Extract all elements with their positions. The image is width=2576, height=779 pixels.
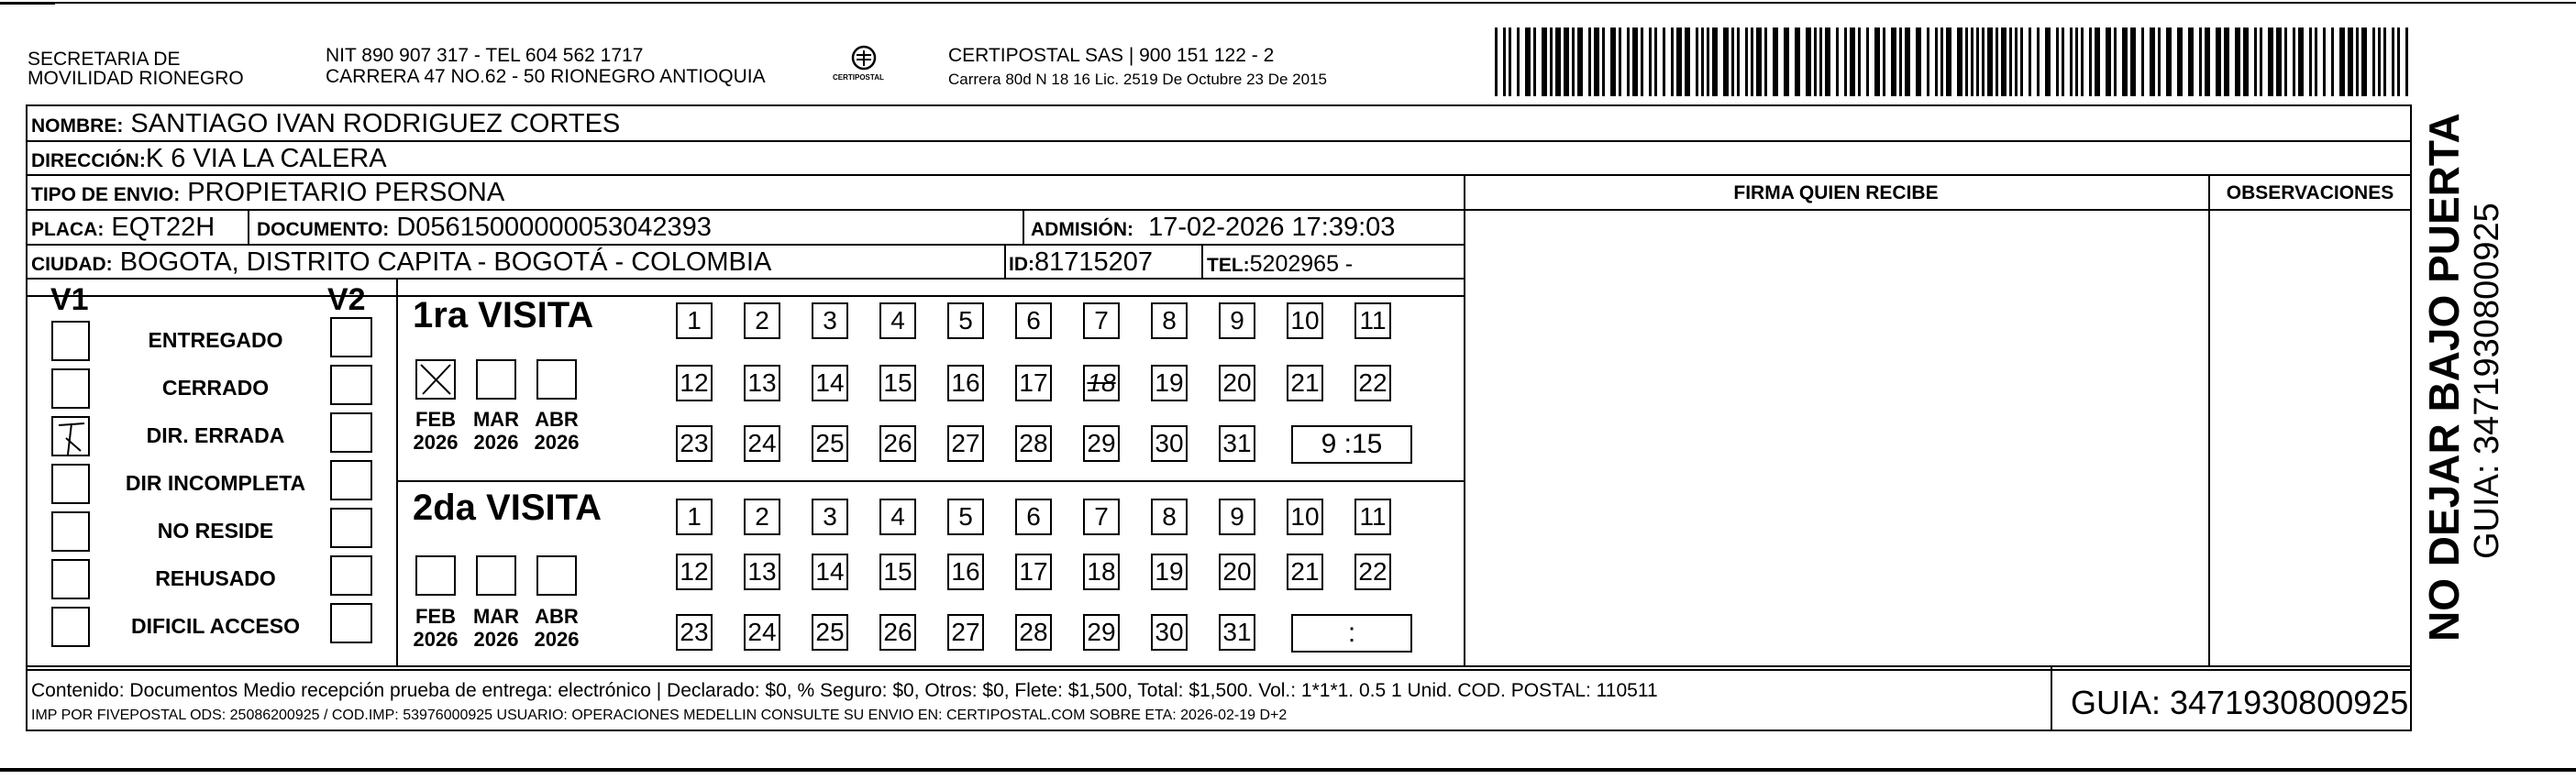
address-line: CARRERA 47 NO.62 - 50 RIONEGRO ANTIOQUIA [326,66,766,87]
tel-separator [1201,244,1203,278]
v1-checkbox[interactable] [51,559,90,599]
month-year: 2026 [473,431,519,454]
day-box[interactable]: 17 [1015,365,1052,401]
tipo-value: PROPIETARIO PERSONA [187,178,505,207]
barcode-bar [2372,27,2375,96]
barcode-bar [1899,27,1902,96]
barcode-bar [1503,27,1506,96]
barcode-bar [2309,27,2312,96]
placa-separator [248,209,249,244]
tel-row [1207,249,1353,280]
barcode-bar [1764,27,1767,96]
day-box[interactable]: 19 [1151,554,1188,590]
barcode-bar [1891,27,1896,96]
month-name: MAR [472,605,520,628]
barcode-bar [1671,27,1674,96]
barcode-bar [1737,27,1740,96]
month-label [464,605,528,651]
day-box[interactable]: 18 [1083,365,1120,401]
month-year: 2026 [534,628,580,651]
barcode-bar [2150,27,2155,96]
footer-left-border [26,667,28,731]
barcode-bar [1987,27,1993,96]
barcode-bar [1712,27,1718,96]
barcode-bar [1555,27,1561,96]
ciudad-value: BOGOTA, DISTRITO CAPITA - BOGOTÁ - COLOMBIA [119,247,772,277]
bottom-border [0,768,2576,772]
barcode-bar [1814,27,1817,96]
day-box[interactable]: 3 [812,499,848,535]
barcode-bar [1495,27,1498,96]
v2-checkbox[interactable] [330,603,372,643]
barcode-bar [1707,27,1709,96]
footer-line2: IMP POR FIVEPOSTAL ODS: 25086200925 / COD.IMP: 53976000925 USUARIO: OPERACIONES MEDELLIN CONSULTE SU ENVIO EN: CERTIPOSTAL.COM SOBRE ETA: 2026-02-19 D+2 [31,708,1288,723]
cross-mark-icon [417,361,454,398]
documento-row [257,213,712,245]
day-box[interactable]: 26 [879,425,916,462]
org-line1: SECRETARIA DE [28,49,181,70]
certipostal-logo [835,40,893,95]
month-year: 2026 [473,628,519,651]
observaciones-label: OBSERVACIONES [2226,182,2394,203]
barcode-bar [2205,27,2210,96]
day-box[interactable]: 8 [1151,499,1188,535]
v2-checkbox[interactable] [330,317,372,357]
barcode-bar [2378,27,2381,96]
documento-value: D05615000000053042393 [396,213,712,242]
barcode [1495,27,2412,96]
placa-value: EQT22H [111,213,216,242]
barcode-bar [2056,27,2059,96]
month-year: 2026 [413,431,459,454]
day-box[interactable]: 15 [879,365,916,401]
day-box[interactable]: 11 [1354,499,1391,535]
barcode-bar [2166,27,2172,96]
barcode-bar [1819,27,1822,96]
day-box[interactable]: 21 [1287,554,1323,590]
barcode-bar [1550,27,1553,96]
footer-right-border [2410,667,2412,731]
day-box[interactable]: 31 [1219,614,1255,651]
day-box[interactable]: 5 [947,499,984,535]
status-visit-separator [396,280,398,665]
day-box[interactable]: 20 [1219,365,1255,401]
documento-label: DOCUMENTO: [257,219,390,240]
barcode-bar [2348,27,2353,96]
month-checkbox[interactable] [536,359,577,400]
barcode-bar [2009,27,2012,96]
ciudad-label: CIUDAD: [31,254,113,275]
tel-label: TEL: [1207,255,1250,276]
day-box[interactable]: 17 [1015,554,1052,590]
time-field[interactable]: 9 :15 [1291,425,1412,464]
id-row [1009,247,1153,280]
day-box[interactable]: 26 [879,614,916,651]
day-box[interactable]: 15 [879,554,916,590]
day-box[interactable]: 30 [1151,614,1188,651]
barcode-bar [1594,27,1599,96]
barcode-bar [1745,27,1748,96]
barcode-bar [2224,27,2229,96]
day-box[interactable]: 19 [1151,365,1188,401]
barcode-bar [1588,27,1591,96]
barcode-bar [2122,27,2128,96]
barcode-bar [1564,27,1569,96]
barcode-bar [1627,27,1630,96]
barcode-bar [2081,27,2084,96]
barcode-bar [1996,27,1998,96]
barcode-bar [2268,27,2273,96]
barcode-bar [1844,27,1847,96]
barcode-bar [1542,27,1547,96]
v1-checkbox[interactable] [51,321,90,361]
v1-checkbox[interactable] [51,607,90,647]
v1-label: V1 [50,282,89,317]
handwritten-mark-icon [53,418,90,456]
barcode-bar [2276,27,2282,96]
v1-checkbox[interactable] [51,416,90,456]
placa-row [31,213,215,245]
barcode-bar [2392,27,2394,96]
admision-separator [1023,209,1024,244]
month-checkbox[interactable] [476,555,516,596]
barcode-bar [2001,27,2007,96]
direccion-label: DIRECCIÓN: [31,150,146,171]
status-label: DIR. ERRADA [146,423,285,447]
admision-row [1031,213,1395,245]
day-box[interactable]: 22 [1354,365,1391,401]
barcode-bar [2177,27,2183,96]
barcode-bar [2158,27,2161,96]
month-name: ABR [535,605,579,628]
status-label: NO RESIDE [157,519,274,543]
barcode-bar [2199,27,2202,96]
direccion-value: K 6 VIA LA CALERA [145,144,387,173]
admision-value: 17-02-2026 17:39:03 [1148,213,1396,242]
barcode-bar [2284,27,2287,96]
nombre-value: SANTIAGO IVAN RODRIGUEZ CORTES [130,109,621,138]
day-box[interactable]: 16 [947,554,984,590]
day-box[interactable]: 16 [947,365,984,401]
barcode-bar [2383,27,2386,96]
barcode-bar [2361,27,2367,96]
month-checkbox[interactable] [415,555,456,596]
barcode-bar [2405,27,2408,96]
day-box[interactable]: 2 [744,302,780,339]
barcode-bar [1965,27,1968,96]
day-box[interactable]: 4 [879,302,916,339]
barcode-bar [2114,27,2117,96]
day-box[interactable]: 10 [1287,499,1323,535]
month-label [404,408,468,454]
placa-label: PLACA: [31,219,105,240]
status-label: CERRADO [161,376,270,400]
ciudad-row [31,247,771,280]
firma-label: FIRMA QUIEN RECIBE [1733,182,1939,203]
barcode-bar [1509,27,1511,96]
day-box[interactable]: 1 [676,499,713,535]
barcode-bar [1935,27,1938,96]
day-box[interactable]: 22 [1354,554,1391,590]
barcode-bar [1850,27,1855,96]
day-box[interactable]: 7 [1083,499,1120,535]
day-box[interactable]: 4 [879,499,916,535]
visit-separator [396,480,1464,482]
day-box[interactable]: 8 [1151,302,1188,339]
footer-guia: GUIA: 3471930800925 [2071,684,2409,721]
org-line2: MOVILIDAD RIONEGRO [28,68,244,89]
frame-left [26,104,28,671]
barcode-bar [1795,27,1800,96]
day-box[interactable]: 29 [1083,614,1120,651]
frame-bottom [26,669,2412,671]
v1-checkbox[interactable] [51,511,90,552]
barcode-bar [1957,27,1962,96]
day-box[interactable]: 12 [676,365,713,401]
barcode-bar [2356,27,2359,96]
barcode-bar [2315,27,2317,96]
day-box[interactable]: 7 [1083,302,1120,339]
day-box[interactable]: 5 [947,302,984,339]
day-box[interactable]: 1 [676,302,713,339]
day-box[interactable]: 14 [812,365,848,401]
v2-checkbox[interactable] [330,412,372,453]
barcode-bar [2216,27,2221,96]
day-box[interactable]: 31 [1219,425,1255,462]
id-label: ID: [1009,254,1034,275]
barcode-bar [1916,27,1921,96]
status-label: ENTREGADO [148,328,283,352]
barcode-bar [2331,27,2334,96]
admision-label: ADMISIÓN: [1031,219,1133,240]
tel-value: 5202965 - [1249,251,1354,277]
month-name: FEB [415,605,456,628]
barcode-bar [2062,27,2064,96]
month-label [464,408,528,454]
barcode-bar [1723,27,1729,96]
barcode-bar [1610,27,1616,96]
barcode-bar [1883,27,1885,96]
barcode-bar [1654,27,1657,96]
barcode-bar [2188,27,2194,96]
barcode-bar [1806,27,1811,96]
barcode-bar [1602,27,1605,96]
barcode-bar [1685,27,1690,96]
barcode-bar [1632,27,1638,96]
barcode-bar [1649,27,1652,96]
v1-checkbox[interactable] [51,464,90,504]
day-box[interactable]: 10 [1287,302,1323,339]
day-box[interactable]: 23 [676,614,713,651]
barcode-bar [2015,27,2018,96]
barcode-bar [1971,27,1973,96]
day-box[interactable]: 13 [744,365,780,401]
barcode-bar [1663,27,1665,96]
day-box[interactable]: 6 [1015,499,1052,535]
id-value: 81715207 [1034,247,1154,277]
v2-checkbox[interactable] [330,508,372,548]
barcode-bar [1976,27,1979,96]
day-box[interactable]: 11 [1354,302,1391,339]
day-box[interactable]: 27 [947,425,984,462]
day-box[interactable]: 9 [1219,499,1255,535]
row-line-7 [26,665,2412,667]
barcode-bar [1784,27,1789,96]
day-box[interactable]: 23 [676,425,713,462]
barcode-bar [2045,27,2051,96]
barcode-bar [1701,27,1704,96]
v2-label: V2 [327,282,366,317]
observaciones-left-border [2208,174,2210,665]
barcode-bar [2260,27,2262,96]
carrier-line: CERTIPOSTAL SAS | 900 151 122 - 2 [948,45,1275,66]
barcode-bar [1866,27,1869,96]
day-box[interactable]: 6 [1015,302,1052,339]
day-box[interactable]: 28 [1015,614,1052,651]
day-box[interactable]: 12 [676,554,713,590]
barcode-bar [2130,27,2136,96]
barcode-bar [2141,27,2144,96]
day-box[interactable]: 14 [812,554,848,590]
barcode-bar [2089,27,2092,96]
month-checkbox[interactable] [415,359,456,400]
time-field[interactable]: : [1291,614,1412,653]
barcode-bar [1836,27,1839,96]
barcode-bar [2037,27,2040,96]
barcode-bar [1577,27,1583,96]
status-label: DIFICIL ACCESO [130,614,300,638]
barcode-bar [1825,27,1830,96]
barcode-bar [1619,27,1621,96]
barcode-bar [1756,27,1762,96]
barcode-bar [1517,27,1520,96]
v2-checkbox[interactable] [330,365,372,405]
barcode-bar [1940,27,1943,96]
month-checkbox[interactable] [536,555,577,596]
status-label: REHUSADO [155,566,276,590]
top-mark [0,2,55,5]
day-box[interactable]: 3 [812,302,848,339]
barcode-bar [2323,27,2326,96]
barcode-bar [1696,27,1698,96]
direccion-row [31,144,387,176]
barcode-bar [1525,27,1531,96]
top-border [0,2,2576,4]
footer-line1: Contenido: Documentos Medio recepción prueba de entrega: electrónico | Declarado: $0, % Seguro: $0, Otros: $0, Flete: $1,500, Total: $1,500. Vol.: 1*1*1. 0.5 1 Unid. COD. POSTAL: 110511 [31,680,1658,701]
nombre-row [31,109,620,141]
logo-text: CERTIPOSTAL [833,73,884,82]
barcode-bar [2095,27,2100,96]
license-line: Carrera 80d N 18 16 Lic. 2519 De Octubre 23 De 2015 [948,71,1327,88]
barcode-bar [2020,27,2023,96]
barcode-bar [1982,27,1985,96]
barcode-bar [2029,27,2031,96]
status-label: DIR INCOMPLETA [125,471,306,495]
day-box[interactable]: 30 [1151,425,1188,462]
month-name: ABR [535,408,579,431]
day-box[interactable]: 2 [744,499,780,535]
side-warning: NO DEJAR BAJO PUERTA [2420,113,2468,642]
month-checkbox[interactable] [476,359,516,400]
month-label [525,605,589,651]
barcode-bar [1572,27,1575,96]
barcode-bar [1751,27,1753,96]
row-line-6 [26,295,1465,297]
barcode-bar [1905,27,1910,96]
barcode-bar [1858,27,1861,96]
day-box[interactable]: 18 [1083,554,1120,590]
barcode-bar [1731,27,1734,96]
day-box[interactable]: 29 [1083,425,1120,462]
barcode-bar [1641,27,1643,96]
barcode-bar [2070,27,2073,96]
barcode-bar [2397,27,2400,96]
day-box[interactable]: 27 [947,614,984,651]
barcode-bar [2254,27,2257,96]
barcode-bar [2293,27,2295,96]
month-label [404,605,468,651]
v2-checkbox[interactable] [330,460,372,500]
barcode-bar [2298,27,2304,96]
day-box[interactable]: 28 [1015,425,1052,462]
frame-right [2410,104,2412,671]
id-separator [1004,244,1006,278]
day-box[interactable]: 25 [812,425,848,462]
day-box[interactable]: 21 [1287,365,1323,401]
day-box[interactable]: 25 [812,614,848,651]
second-visit-title: 2da VISITA [413,488,602,528]
barcode-bar [2075,27,2078,96]
nombre-label: NOMBRE: [31,115,124,137]
barcode-bar [1874,27,1880,96]
tipo-label: TIPO DE ENVIO: [31,184,181,205]
month-year: 2026 [413,628,459,651]
month-label [525,408,589,454]
barcode-bar [1773,27,1778,96]
month-year: 2026 [534,431,580,454]
frame-top [26,104,2412,106]
barcode-bar [1946,27,1951,96]
first-visit-title: 1ra VISITA [413,295,594,335]
firma-left-border [1464,174,1465,665]
barcode-bar [1927,27,1929,96]
barcode-bar [1533,27,1536,96]
guia-separator [2051,665,2052,731]
v1-checkbox[interactable] [51,368,90,409]
day-box[interactable]: 24 [744,614,780,651]
barcode-bar [2235,27,2240,96]
barcode-bar [1676,27,1682,96]
month-name: FEB [415,408,456,431]
barcode-bar [2106,27,2111,96]
footer-bottom-border [26,730,2412,731]
day-box[interactable]: 13 [744,554,780,590]
day-box[interactable]: 20 [1219,554,1255,590]
day-box[interactable]: 9 [1219,302,1255,339]
side-guia: GUIA: 3471930800925 [2468,203,2506,559]
tipo-row [31,178,504,210]
day-box[interactable]: 24 [744,425,780,462]
month-name: MAR [472,408,520,431]
barcode-bar [2243,27,2249,96]
barcode-bar [2339,27,2345,96]
v2-checkbox[interactable] [330,555,372,596]
nit-line: NIT 890 907 317 - TEL 604 562 1717 [326,45,644,66]
